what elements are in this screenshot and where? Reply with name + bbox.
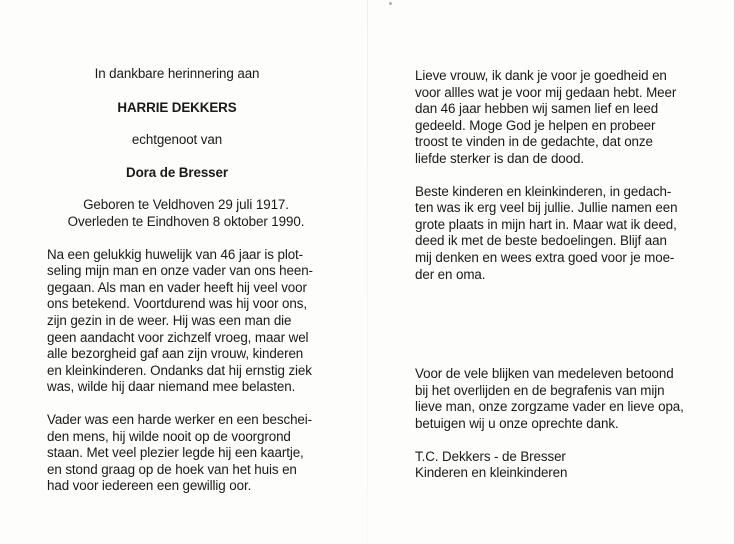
text-line: bij het overlijden en de begrafenis van mijn <box>415 382 665 398</box>
paper-speck <box>389 2 392 5</box>
left-panel <box>47 66 325 495</box>
text-line: gedeeld. Moge God je helpen en probeer <box>415 117 656 133</box>
text-line: en stond graag op de hoek van het huis en <box>47 461 297 477</box>
text-line: mij denken en wees extra goed voor je moe- <box>415 249 675 265</box>
text-line: troost te vinden in de gedachte, dat onze <box>415 134 653 150</box>
signature-spouse: T.C. Dekkers - de Bresser <box>415 448 566 464</box>
left-paragraph-2 <box>47 412 325 495</box>
right-panel <box>415 68 694 482</box>
spouse-name: Dora de Bresser <box>126 164 228 180</box>
text-line: Vader was een harde werker en een beschei- <box>47 411 313 427</box>
right-paragraph-1 <box>415 68 694 168</box>
text-line: alle bezorgheid gaf aan zijn vrouw, kinderen <box>47 346 304 362</box>
right-paragraph-2 <box>415 184 694 284</box>
text-line: ons betekend. Voortdurend was hij voor ons, <box>47 296 307 312</box>
signature-family: Kinderen en kleinkinderen <box>415 465 568 481</box>
birth-line: Geboren te Veldhoven 29 juli 1917. <box>83 197 289 213</box>
text-line: zijn gezin in de weer. Hij was een man die <box>47 312 292 328</box>
left-paragraph-1 <box>47 247 325 396</box>
text-line: den mens, hij wilde nooit op de voorgrond <box>47 428 291 444</box>
text-line: staan. Met veel plezier legde hij een kaartje, <box>47 445 304 461</box>
text-line: der en oma. <box>415 266 486 282</box>
text-line: Beste kinderen en kleinkinderen, in gedach- <box>415 183 672 199</box>
text-line: lieve man, onze zorgzame vader en lieve opa, <box>415 399 684 415</box>
right-paragraph-3 <box>415 366 694 432</box>
text-line: seling mijn man en onze vader van ons heen- <box>47 263 313 279</box>
text-line: Na een gelukkig huwelijk van 46 jaar is plot- <box>47 246 304 262</box>
text-line: voor allles wat je voor mij gedaan hebt. Meer <box>415 84 677 100</box>
text-line: grote plaats in mijn hart in. Maar wat ik deed, <box>415 216 677 232</box>
text-line: geen aandacht voor zichzelf vroeg, maar wel <box>47 329 309 345</box>
fold-line <box>367 0 368 544</box>
text-line: betuigen wij u onze oprechte dank. <box>415 415 619 431</box>
text-line: ten was ik erg veel bij jullie. Jullie namen een <box>415 200 678 216</box>
intro-text: In dankbare herinnering aan <box>94 66 260 81</box>
text-line: had voor iedereen een gewillig oor. <box>47 478 252 494</box>
relation-text: echtgenoot van <box>131 132 223 148</box>
death-line: Overleden te Eindhoven 8 oktober 1990. <box>67 213 305 229</box>
text-line: was, wilde hij daar niemand mee belasten. <box>47 379 296 395</box>
text-line: deed ik met de beste bedoelingen. Blijf aan <box>415 233 667 249</box>
deceased-name: HARRIE DEKKERS <box>117 99 237 115</box>
text-line: liefde sterker is dan de dood. <box>415 150 584 166</box>
text-line: Lieve vrouw, ik dank je voor je goedheid en <box>415 68 667 83</box>
text-line: gegaan. Als man en vader heeft hij veel voor <box>47 279 307 295</box>
text-line: dan 46 jaar hebben wij samen lief en leed <box>415 101 659 117</box>
text-line: en kleinkinderen. Ondanks dat hij ernstig ziek <box>47 362 312 378</box>
text-line: Voor de vele blijken van medeleven betoond <box>415 366 674 382</box>
